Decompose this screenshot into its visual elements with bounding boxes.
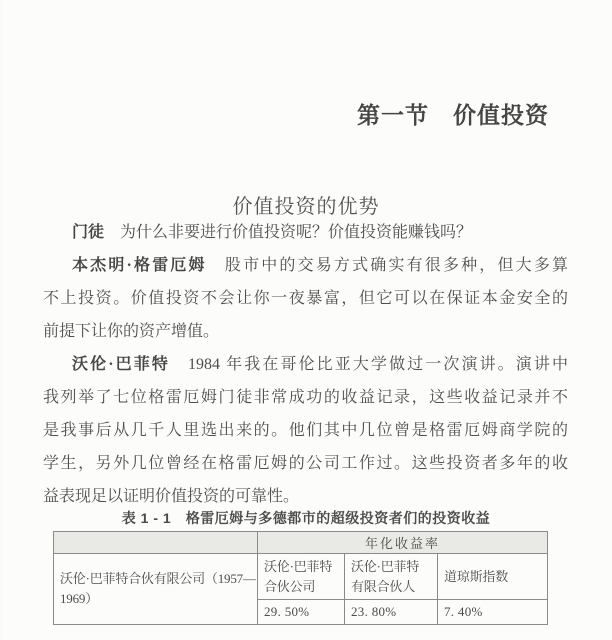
table-header-row bbox=[54, 532, 548, 554]
row-label-line: 1969） bbox=[60, 591, 99, 606]
body-text bbox=[43, 216, 568, 513]
column-header-line: 道琼斯指数 bbox=[444, 568, 509, 584]
table-group-header: 年化收益率 bbox=[258, 532, 548, 554]
returns-table bbox=[53, 531, 548, 625]
sub-heading: 价值投资的优势 bbox=[232, 196, 380, 218]
column-header-cell bbox=[345, 554, 438, 600]
column-header-cell bbox=[438, 554, 548, 600]
table-corner-cell bbox=[54, 532, 258, 554]
paragraph-line: 我列举了七位格雷厄姆门徒非常成功的收益记录，这些收益记录并不 bbox=[43, 389, 568, 406]
row-label-cell bbox=[54, 554, 258, 625]
paragraph-line: 是我事后从几千人里选出来的。他们其中几位曾是格雷厄姆商学院的 bbox=[43, 422, 568, 439]
column-header-line: 有限合伙人 bbox=[351, 578, 416, 594]
paragraph-line bbox=[43, 348, 568, 381]
paragraph-line bbox=[43, 216, 568, 249]
paragraph-line bbox=[43, 249, 568, 282]
value-cell: 23. 80% bbox=[345, 600, 438, 625]
row-label-line: 沃伦·巴菲特合伙有限公司（1957— bbox=[60, 571, 256, 586]
paragraph-line: 学生，另外几位曾经在格雷厄姆的公司工作过。这些投资者多年的收 bbox=[43, 455, 568, 472]
column-header-cell bbox=[258, 554, 345, 600]
table-subheader-row bbox=[54, 554, 548, 600]
paragraph-text: 为什么非要进行价值投资呢？价值投资能赚钱吗？ bbox=[104, 224, 473, 241]
value-cell: 7. 40% bbox=[438, 600, 548, 625]
column-header-line: 沃伦·巴菲特 bbox=[351, 558, 420, 574]
value-cell: 29. 50% bbox=[258, 600, 345, 625]
paragraph-line: 益表现足以证明价值投资的可靠性。 bbox=[43, 488, 300, 505]
column-header-line: 沃伦·巴菲特 bbox=[264, 558, 333, 574]
speaker-name: 门徒 bbox=[72, 224, 105, 241]
section-title: 第一节 价值投资 bbox=[357, 103, 549, 128]
speaker-name: 沃伦·巴菲特 bbox=[72, 356, 170, 373]
speaker-name: 本杰明·格雷厄姆 bbox=[72, 257, 207, 274]
table-caption: 表 1 - 1 格雷厄姆与多德都市的超级投资者们的投资收益 bbox=[121, 510, 491, 526]
paragraph-text: 股市中的交易方式确实有很多种，但大多算 bbox=[206, 257, 568, 274]
paragraph-text: 1984 年我在哥伦比亚大学做过一次演讲。演讲中 bbox=[169, 356, 568, 373]
paragraph-line: 不上投资。价值投资不会让你一夜暴富，但它可以在保证本金安全的 bbox=[43, 290, 568, 307]
column-header-line: 合伙公司 bbox=[264, 578, 316, 594]
paragraph-line: 前提下让你的资产增值。 bbox=[43, 323, 220, 340]
